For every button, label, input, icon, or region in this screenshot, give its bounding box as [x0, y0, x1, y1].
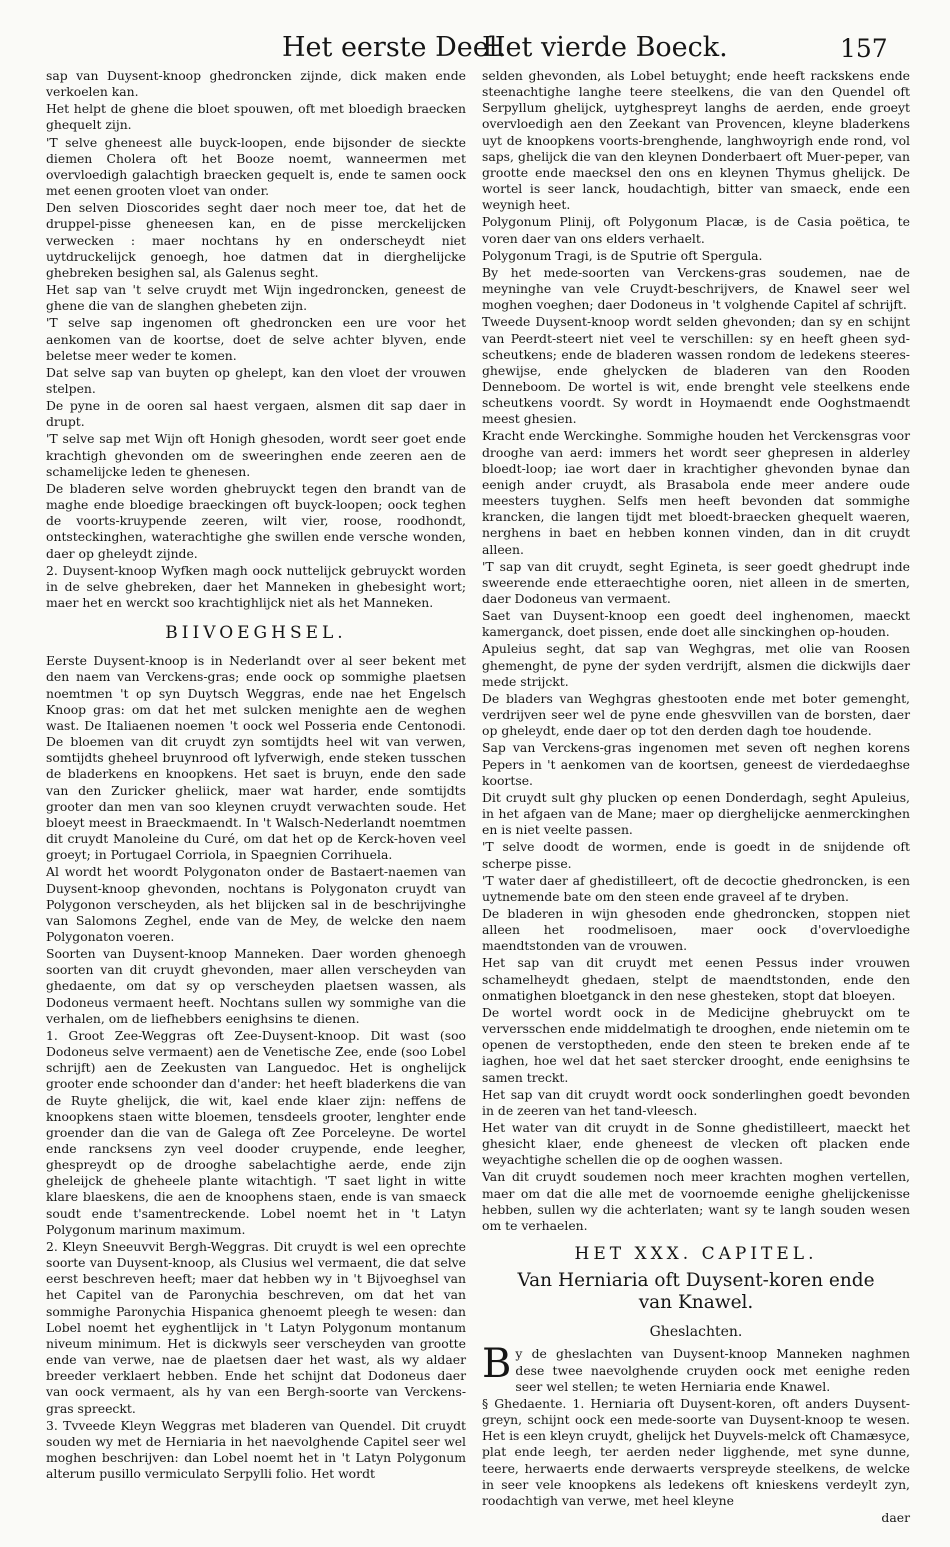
last-paragraph: § Ghedaente. 1. Herniaria oft Duysent-koren, oft anders Duysent-greyn, schijnt oock een mede-soorte van Duysent-knoop te wesen. Het is een kleyn cruydt, ghelijck het Duyvels-melck oft Chamæsyce, plat ende leegh, ter aerden neder ligghende, met syne dunne, teere, herwaerts ende derwaerts verspreyde steelkens, de welcke in seer vele knoopkens als ledekens oft knieskens verdeylt zyn, roodachtigh van verwe, met heel kleyne — [482, 1395, 910, 1508]
dropcap-text: y de gheslachten van Duysent-knoop Manneken naghmen dese twee naevolghende cruyden oock met eenighe reden seer wel stellen; te weten Herniaria ende Knawel. — [515, 1346, 910, 1394]
page-number: 157 — [840, 34, 888, 63]
paragraph: Polygonum Tragi, is de Sputrie oft Spergula. — [482, 247, 763, 263]
chapter-title-line1: Van Herniaria oft Duysent-koren ende — [517, 1270, 875, 1292]
paragraph: sap van Duysent-knoop ghedroncken zijnde, dick maken ende verkoelen kan. — [46, 68, 466, 100]
chapter-title-line2: van Knawel. — [638, 1292, 754, 1314]
paragraph: Apuleius seght, dat sap van Weghgras, met olie van Roosen ghemenght, de pyne der syden verdrijft, alsmen die dickwijls daer mede strijckt. — [482, 641, 910, 689]
paragraph: 'T sap van dit cruydt, seght Egineta, is seer goedt ghedrupt inde sweerende ende etteraechtighe ooren, niet alleen in de smerten, daer Dodoneus van vermaent. — [482, 558, 910, 606]
paragraph: Eerste Duysent-knoop is in Nederlandt over al seer bekent met den naem van Verckens-gras; ende oock op sommighe plaetsen noemtmen 't op syn Duytsch Weggras, ende nae het Engelsch Knoop gras: om dat het met sulcken menighte aen de weghen wast. De Italiaenen noemen 't oock wel Posseria ende Centonodi. De bloemen van dit cruydt zyn somtijdts heel wit van verwen, somtijdts gheheel bruynrood oft lyfverwigh, ende steken tusschen de bladerkens en knoopkens. Het saet is bruyn, ende den sade van den Zuricker gheliick, maer wat harder, ende somtijdts grooter dan men van soo kleynen cruydt verwachten soude. Het bloeyt meest in Braeckmaendt. In 't Walsch-Nederlandt noemtmen dit cruydt Manoleine du Curé, om dat het op de Kerck-hoven veel groeyt; in Portugael Corriola, in Spaegnien Corrihuela. — [46, 653, 466, 863]
paragraph: 3. Tvveede Kleyn Weggras met bladeren van Quendel. Dit cruydt souden wy met de Herniaria in het naevolghende Capitel seer wel moghen beschrijven: dan Lobel noemt het in 't Latyn Polygonum alterum pusillo vermiculato Serpylli folio. Het wordt — [46, 1417, 466, 1482]
paragraph: De wortel wordt oock in de Medicijne ghebruyckt om te verversschen ende middelmatigh te drooghen, ende nietemin om te openen de verstoptheden, ende den steen te breken ende af te iaghen, hoe wel dat het saet stercker drooght, ende eenighsins te samen treckt. — [482, 1004, 910, 1085]
dropcap-paragraph — [482, 1341, 910, 1394]
paragraph: Al wordt het woordt Polygonaton onder de Bastaert-naemen van Duysent-knoop ghevonden, nochtans is Polygonaton cruydt van Polygonon verscheyden, als het blijcken sal in de beschrijvinghe van Salomons Zeghel, ende van de Mey, de welcke den naem Polygonaton voeren. — [46, 864, 466, 944]
chapter-heading: HET XXX. CAPITEL. — [574, 1244, 818, 1265]
paragraph: Polygonum Plinij, oft Polygonum Placæ, is de Casia poëtica, te voren daer van ons elders verhaelt. — [482, 214, 910, 246]
catchword: daer — [881, 1509, 910, 1525]
left-column — [46, 68, 466, 1483]
chapter-title — [482, 1270, 910, 1314]
section-paragraphs — [46, 653, 466, 1482]
paragraph: De bladeren selve worden ghebruyckt tegen den brandt van de maghe ende bloedige braeckingen oft buyck-loopen; oock teghen de voorts-kruypende zeeren, wilt vier, roose, roodhondt, ontsteckinghen, waterachtighe ghe swillen ende versche wonden, daer op gheleydt zijnde. — [46, 480, 466, 561]
left-paragraphs — [46, 68, 466, 611]
paragraph: Den selven Dioscorides seght daer noch meer toe, dat het de druppel-pisse gheneesen kan, en de pisse merckelijcken verwecken : maer nochtans hy en onderscheydt niet uytdruckelijck genoegh, hoe datmen dat in dierghelijcke ghebreken besighen sal, als Galenus seght. — [46, 200, 466, 280]
paragraph: 'T selve gheneest alle buyck-loopen, ende bijsonder de sieckte diemen Cholera oft het Booze noemt, wanneermen met overvloedigh galachtigh braecken gequelt is, ende te samen oock met eenen grooten vloet van onder. — [46, 134, 466, 199]
paragraph: Het sap van dit cruydt wordt oock sonderlinghen goedt bevonden in de zeeren van het tand-vleesch. — [482, 1086, 910, 1118]
subsection-heading: Gheslachten. — [649, 1324, 743, 1341]
paragraph: Sap van Verckens-gras ingenomen met seven oft neghen korens Pepers in 't aenkomen van de koortsen, geneest de vierdedaeghse koortse. — [482, 740, 910, 788]
paragraph: Van dit cruydt soudemen noch meer krachten moghen vertellen, maer om dat die alle met de voornoemde eenighe ghelijckenisse hebben, sullen wy die achterlaten; want sy te langh souden wesen om te verhaelen. — [482, 1169, 910, 1233]
right-paragraphs — [482, 68, 910, 1234]
paragraph: selden ghevonden, als Lobel betuyght; ende heeft rackskens ende steenachtighe langhe teere steelkens, die van den Quendel oft Serpyllum ghelijck, uytghespreyt langhs de aerden, ende groeyt overvloedigh aen den Zeekant van Provencen, kleyne bladerkens uyt de knoopkens voorts-brenghende, langhwoyrigh ende rond, vol saps, ghelijck die van den kleynen Donderbaert oft Muer-peper, van grootte ende maecksel den ons en kleynen Thymus ghelijck. De wortel is seer lanck, houdachtigh, bitter van smaeck, ende een weynigh heet. — [482, 68, 910, 213]
header-right-title: Het vierde Boeck. — [482, 32, 728, 63]
paragraph: Saet van Duysent-knoop een goedt deel inghenomen, maeckt kamerganck, doet pissen, ende doet alle sinckinghen op-houden. — [482, 608, 910, 640]
paragraph: Het sap van 't selve cruydt met Wijn ingedroncken, geneest de ghene die van de slanghen ghebeten zijn. — [46, 282, 466, 314]
paragraph: De bladers van Weghgras ghestooten ende met boter gemenght, verdrijven seer wel de pyne ende ghesvvillen van de borsten, daer op gheleydt, ende daer op tot den derden dagh toe houdende. — [482, 690, 910, 739]
paragraph: Het water van dit cruydt in de Sonne ghedistilleert, maeckt het ghesicht klaer, ende gheneest de vlecken oft placken ende weyachtighe schellen die op de ooghen wassen. — [482, 1120, 910, 1168]
paragraph: Dit cruydt sult ghy plucken op eenen Donderdagh, seght Apuleius, in het afgaen van de Mane; maer op dierghelijcke aenmerckinghen en is niet veelte passen. — [482, 789, 910, 838]
section-heading: BIIVOEGHSEL. — [165, 623, 347, 644]
paragraph: 2. Duysent-knoop Wyfken magh oock nuttelijck gebruyckt worden in de selve ghebreken, daer het Manneken in ghebesight wort; maer het en werckt soo krachtighlijck niet als het Manneken. — [46, 562, 466, 610]
paragraph: 'T selve sap met Wijn oft Honigh ghesoden, wordt seer goet ende krachtigh ghevonden om de sweeringhen ende zeeren aen de schamelijcke leden te ghenesen. — [46, 431, 466, 479]
dropcap-letter: B — [482, 1341, 512, 1388]
paragraph: De bladeren in wijn ghesoden ende ghedroncken, stoppen niet alleen het roodmelisoen, maer oock d'overvloedighe maendtstonden van de vrouwen. — [482, 905, 910, 954]
paragraph: Het helpt de ghene die bloet spouwen, oft met bloedigh braecken ghequelt zijn. — [46, 101, 466, 133]
paragraph: Kracht ende Werckinghe. Sommighe houden het Verckensgras voor drooghe van aerd: immers het wordt seer ghepresen in alderley bloedt-loop; iae wort daer in krachtigher ghevonden bynae dan eenigh ander cruydt, als Brasabola ende meer andere oude meesters tuyghen. Selfs men heeft bevonden dat sommighe krancken, die langen tijdt met bloedt-braecken ghequelt waeren, nerghens in baet en hebben konnen vinden, dan in dit cruydt alleen. — [482, 428, 910, 557]
paragraph: De pyne in de ooren sal haest vergaen, alsmen dit sap daer in drupt. — [46, 398, 466, 430]
header-left-title: Het eerste Deel. — [282, 32, 506, 63]
paragraph: 'T water daer af ghedistilleert, oft de decoctie ghedroncken, is een uytnemende bate om den steen ende graveel af te dryben. — [482, 872, 910, 904]
paragraph: Het sap van dit cruydt met eenen Pessus inder vrouwen schamelheydt ghedaen, stelpt de maendtstonden, ende den onmatighen bloetganck in den nese ghesteken, stopt dat bloeyen. — [482, 955, 910, 1003]
paragraph: Soorten van Duysent-knoop Manneken. Daer worden ghenoegh soorten van dit cruydt ghevonden, maer allen verscheyden van ghedaente, om dat sy op verscheyden plaetsen wassen, als Dodoneus vermaent heeft. Nochtans sullen wy sommighe van die verhalen, om de liefhebbers eenighsins te dienen. — [46, 946, 466, 1026]
paragraph: 2. Kleyn Sneeuvvit Bergh-Weggras. Dit cruydt is wel een oprechte soorte van Duysent-knoop, als Clusius wel vermaent, die dat selve eerst beschreven heeft; maer dat hebben wy in 't Bijvoeghsel van het Capitel van de Paronychia beschreven, om dat het van sommighe Paronychia Hispanica ghenoemt pleegh te wesen: dan Lobel noemt het eyghentlijck in 't Latyn Polygonum montanum niveum minimum. Het is dickwyls seer verscheyden van grootte ende van verwe, nae de plaetsen daer het wast, als wy aldaer breeder verklaert hebben. Ende het schijnt dat Dodoneus daer van oock vermaent, als hy van een Bergh-soorte van Verckens-gras spreeckt. — [46, 1238, 466, 1416]
paragraph: Tweede Duysent-knoop wordt selden ghevonden; dan sy en schijnt van Peerdt-steert niet veel te verschillen: sy en heeft gheen syd-scheutkens; ende de bladeren wassen rondom de ledekens steeres-ghewijse, ende ghelycken de bladeren van den Rooden Denneboom. De wortel is wit, ende brenght vele steelkens ende scheutkens voordt. Sy wordt in Hoymaendt ende Ooghstmaendt meest ghesien. — [482, 314, 910, 427]
paragraph: 1. Groot Zee-Weggras oft Zee-Duysent-knoop. Dit wast (soo Dodoneus selve vermaent) aen de Venetische Zee, ende (soo Lobel schrijft) aen de Zeekusten van Languedoc. Het is onghelijck grooter ende schoonder dan d'ander: het heeft bladerkens die van de Ruyte ghelijck, die wit, kael ende klaer zijn: neffens de knoopkens staen witte bloemen, tensdeels grooter, lenghter ende groender dan die van de Galega oft Zee Porceleyne. De wortel ende rancksens zyn veel dooder cruypende, ende leegher, ghespreydt op de drooghe sabelachtighe aerde, ende zijn gheleijck de gheheele plante witachtigh. 'T saet light in witte klare blaeskens, die aen de knoophens staen, ende is van smaeck soudt ende t'samentreckende. Lobel noemt het in 't Latyn Polygonum marinum maximum. — [46, 1027, 466, 1237]
paragraph: Dat selve sap van buyten op ghelept, kan den vloet der vrouwen stelpen. — [46, 364, 466, 396]
right-column — [482, 68, 910, 1527]
paragraph: 'T selve doodt de wormen, ende is goedt in de snijdende oft scherpe pisse. — [482, 839, 910, 871]
paragraph: 'T selve sap ingenomen oft ghedroncken een ure voor het aenkomen van de koortse, doet de selve achter blyven, ende beletse meer weder te komen. — [46, 315, 466, 363]
running-header — [0, 30, 950, 72]
paragraph: By het mede-soorten van Verckens-gras soudemen, nae de meyninghe van vele Cruydt-beschrijvers, de Knawel seer wel moghen voeghen; daer Dodoneus in 't volghende Capitel af schrijft. — [482, 264, 910, 313]
